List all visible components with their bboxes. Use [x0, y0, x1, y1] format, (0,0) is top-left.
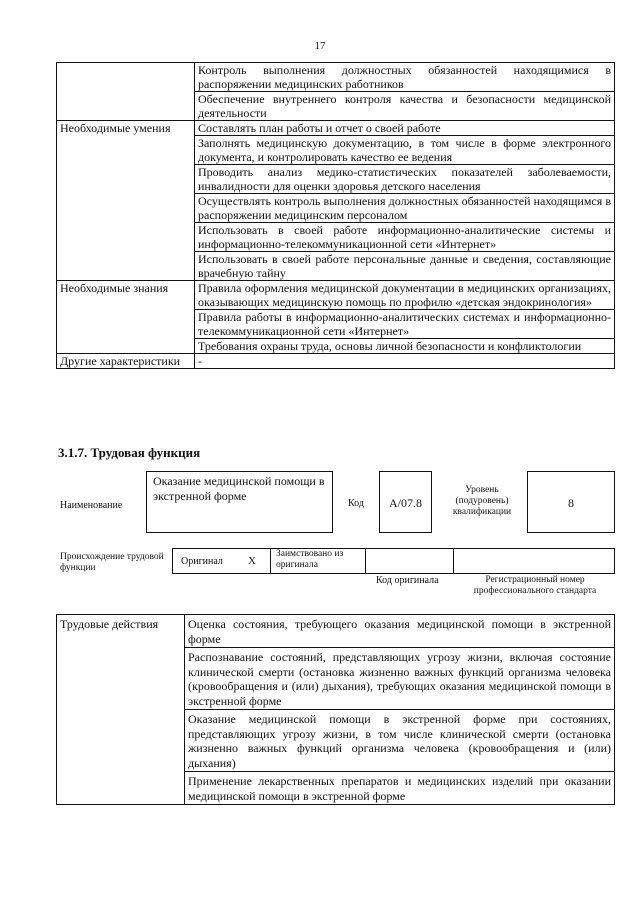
labor-actions-label: Трудовые действия: [57, 615, 185, 805]
row-label: Необходимые умения: [57, 121, 195, 281]
level-value-box: [527, 471, 615, 533]
original-code-label: Код оригинала: [376, 575, 439, 586]
labor-action-item: Распознавание состояний, представляющих угрозу жизни, включая состояние клинической смерти (остановка жизненно важных функций организма человека (кровообращения и (или) дыхания), требующих оказания медицинской помощи в экстренной форме: [185, 648, 615, 710]
level-value: 8: [568, 496, 574, 510]
row-content: Правила работы в информационно-аналитических системах и информационно-телекоммуникационной сети «Интернет»: [195, 310, 615, 339]
table-row: [57, 354, 615, 369]
row-content: Использовать в своей работе информационно-аналитические системы и информационно-телекоммуникационной сети «Интернет»: [195, 223, 615, 252]
code-label: Код: [348, 498, 364, 509]
row-content: Использовать в своей работе персональные данные и сведения, составляющие врачебную тайну: [195, 252, 615, 281]
table-row: [57, 63, 615, 92]
skills-knowledge-table: [56, 62, 615, 369]
reg-number-label: Регистрационный номер профессионального стандарта: [473, 575, 597, 596]
code-value-box: [379, 471, 432, 533]
table-row: [57, 121, 615, 136]
row-content: Контроль выполнения должностных обязанностей находящимися в распоряжении медицинских работников: [195, 63, 615, 92]
row-content: Требования охраны труда, основы личной безопасности и конфликтологии: [195, 339, 615, 354]
labor-action-item: Оценка состояния, требующего оказания медицинской помощи в экстренной форме: [185, 615, 615, 648]
row-content: Обеспечение внутреннего контроля качества и безопасности медицинской деятельности: [195, 92, 615, 121]
name-label: Наименование: [60, 500, 123, 511]
origin-label: Происхождение трудовой функции: [60, 552, 164, 573]
name-value-box: [146, 471, 333, 533]
origin-row: [172, 548, 615, 574]
row-content: Заполнять медицинскую документацию, в том числе в форме электронного документа, и контролировать качество ее ведения: [195, 136, 615, 165]
table-row: [57, 281, 615, 310]
row-label: [57, 63, 195, 121]
row-content: Осуществлять контроль выполнения должностных обязанностей находящимся в распоряжении медицинским персоналом: [195, 194, 615, 223]
name-value: Оказание медицинской помощи в экстренной форме: [153, 474, 325, 503]
row-label: Необходимые знания: [57, 281, 195, 354]
labor-actions-table: [56, 614, 615, 805]
original-mark: X: [248, 555, 256, 567]
section-heading: 3.1.7. Трудовая функция: [58, 445, 201, 460]
page-number: 17: [314, 40, 326, 52]
labor-action-item: Оказание медицинской помощи в экстренной форме при состояниях, представляющих угрозу жизни, в том числе клинической смерти (остановка жизненно важных функций организма человека (кровообращения и (или) дыхания): [185, 710, 615, 772]
borrowed-label: Заимствовано из оригинала: [276, 549, 344, 570]
table-row: [57, 615, 615, 648]
row-content: Проводить анализ медико-статистических показателей заболеваемости, инвалидности для оценки здоровья детского населения: [195, 165, 615, 194]
original-label: Оригинал: [181, 556, 223, 567]
labor-action-item: Применение лекарственных препаратов и медицинских изделий при оказании медицинской помощи в экстренной форме: [185, 772, 615, 805]
row-content: Правила оформления медицинской документации в медицинских организациях, оказывающих медицинскую помощь по профилю «детская эндокринология»: [195, 281, 615, 310]
level-label: Уровень (подуровень) квалификации: [452, 485, 512, 517]
row-content: -: [195, 354, 615, 369]
row-label: Другие характеристики: [57, 354, 195, 369]
row-content: Составлять план работы и отчет о своей работе: [195, 121, 615, 136]
code-value: А/07.8: [389, 496, 422, 510]
